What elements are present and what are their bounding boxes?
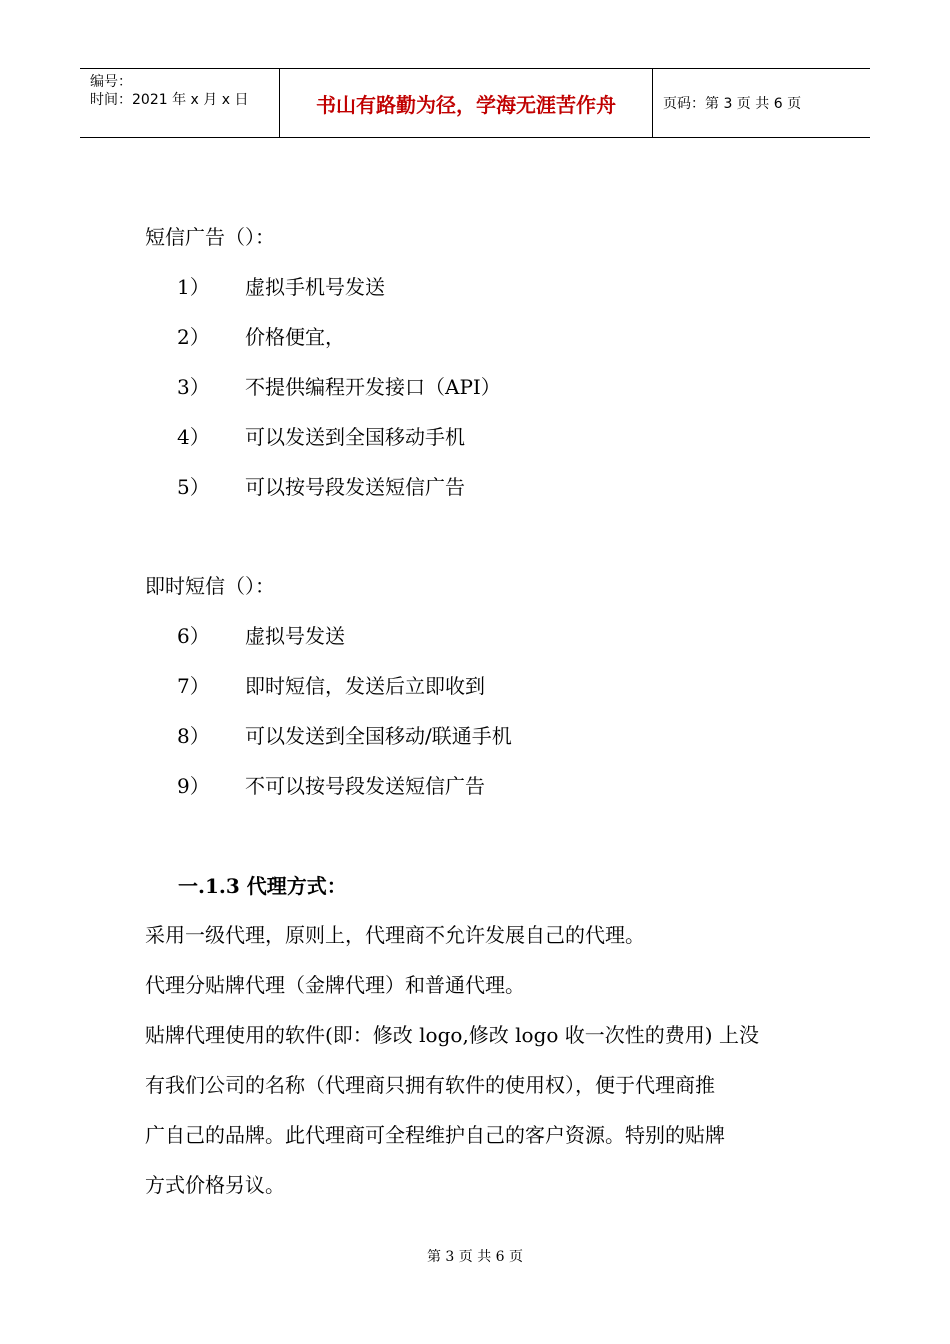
header-motto-cell bbox=[280, 69, 653, 137]
list-item-text: 可以发送到全国移动手机 bbox=[245, 425, 465, 449]
list-item-number: 1） bbox=[177, 275, 210, 299]
list-item-text: 即时短信，发送后立即收到 bbox=[245, 674, 485, 698]
document-time-label: 时间：2021 年 x 月 x 日 bbox=[90, 92, 249, 108]
list-item-number: 6） bbox=[177, 624, 210, 648]
instant-sms-title: 即时短信（）： bbox=[145, 574, 275, 598]
section-heading: 一.1.3 代理方式： bbox=[178, 874, 347, 898]
paragraph-line: 广自己的品牌。此代理商可全程维护自己的客户资源。特别的贴牌 bbox=[145, 1123, 725, 1147]
paragraph-line: 采用一级代理，原则上，代理商不允许发展自己的代理。 bbox=[145, 923, 645, 947]
paragraph-line: 代理分贴牌代理（金牌代理）和普通代理。 bbox=[145, 973, 525, 997]
page-footer: 第 3 页 共 6 页 bbox=[426, 1249, 524, 1265]
list-item-text: 可以发送到全国移动/联通手机 bbox=[245, 724, 512, 748]
list-item-number: 7） bbox=[177, 674, 210, 698]
paragraph-line: 贴牌代理使用的软件(即：修改 logo,修改 logo 收一次性的费用) 上没 bbox=[145, 1023, 759, 1047]
document-number-label: 编号： bbox=[90, 74, 132, 90]
list-item-text: 价格便宜， bbox=[245, 325, 345, 349]
list-item-text: 虚拟手机号发送 bbox=[245, 275, 385, 299]
header-meta bbox=[80, 69, 280, 137]
list-item-text: 可以按号段发送短信广告 bbox=[245, 475, 465, 499]
page-header bbox=[80, 68, 870, 138]
list-item-number: 5） bbox=[177, 475, 210, 499]
header-page-info: 页码：第 3 页 共 6 页 bbox=[663, 96, 802, 112]
list-item-text: 不提供编程开发接口（API） bbox=[245, 375, 501, 399]
list-item-number: 8） bbox=[177, 724, 210, 748]
paragraph-line: 有我们公司的名称（代理商只拥有软件的使用权），便于代理商推 bbox=[145, 1073, 715, 1097]
sms-ad-title: 短信广告（）： bbox=[145, 225, 275, 249]
header-motto: 书山有路勤为径，学海无涯苦作舟 bbox=[316, 92, 616, 117]
paragraph-line: 方式价格另议。 bbox=[145, 1173, 285, 1197]
list-item-text: 不可以按号段发送短信广告 bbox=[245, 774, 485, 798]
list-item-number: 9） bbox=[177, 774, 210, 798]
list-item-number: 4） bbox=[177, 425, 210, 449]
list-item-number: 3） bbox=[177, 375, 210, 399]
list-item-number: 2） bbox=[177, 325, 210, 349]
list-item-text: 虚拟号发送 bbox=[245, 624, 345, 648]
